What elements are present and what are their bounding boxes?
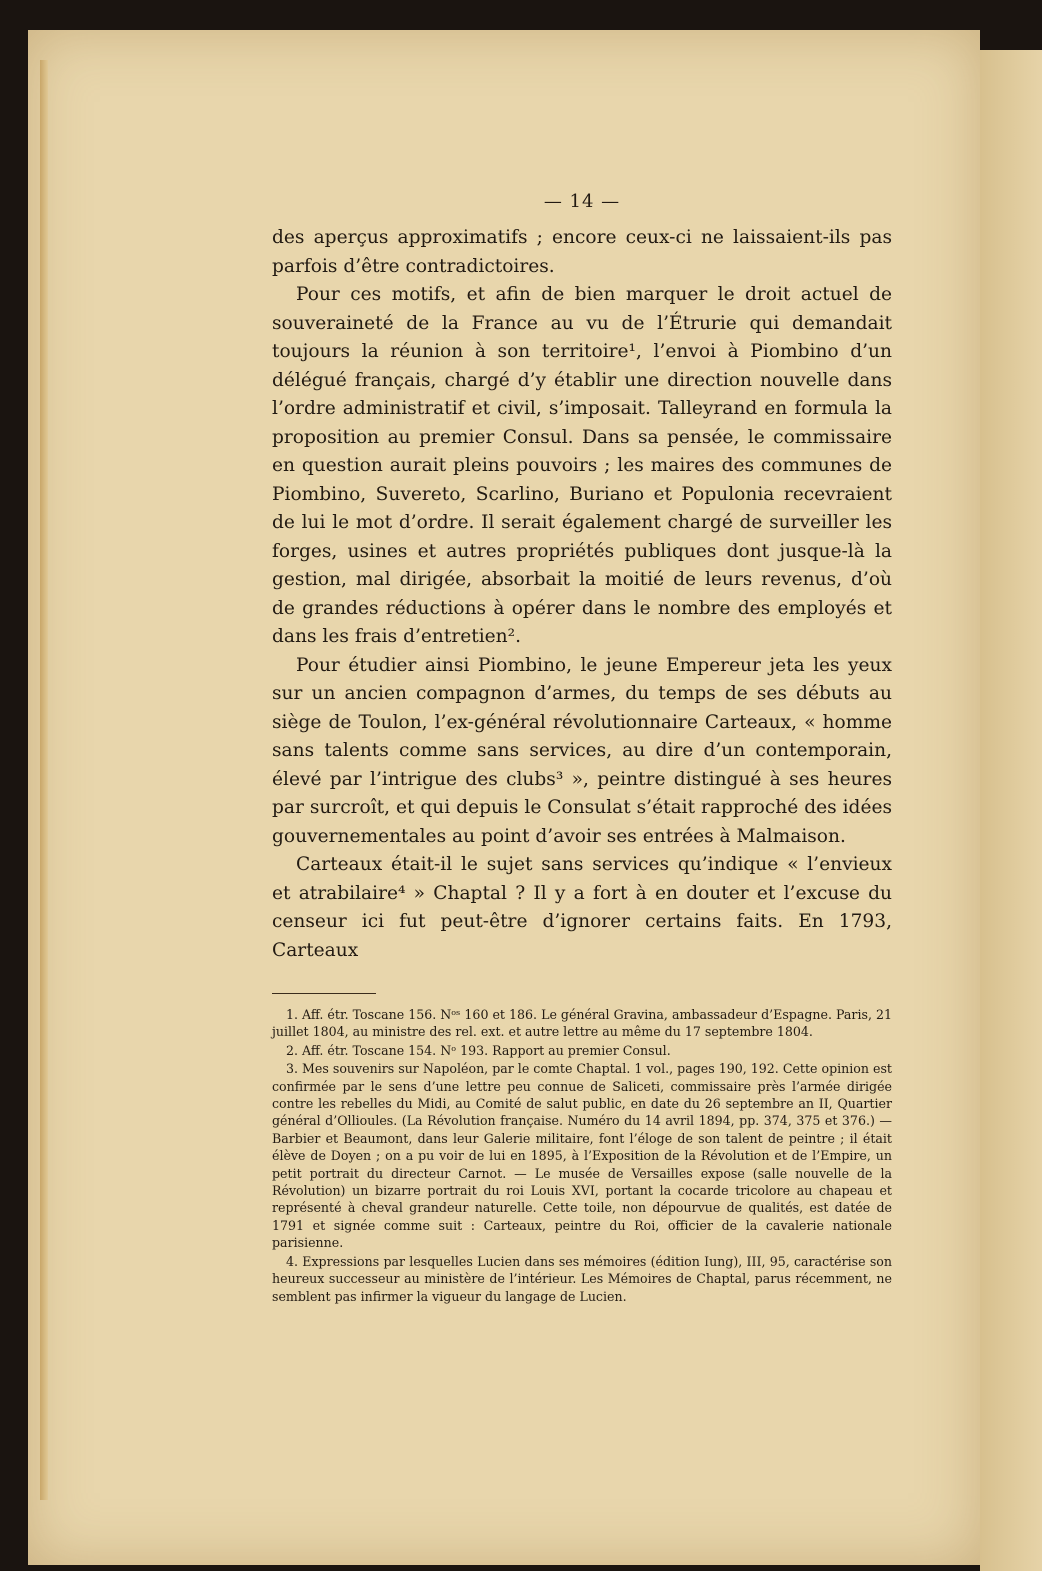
footnote: 1. Aff. étr. Toscane 156. Nᵒˢ 160 et 186. Le général Gravina, ambassadeur d’Espagne. Paris, 21 juillet 1804, au ministre des rel. ext. et autre lettre au même du 17 septembre 1804. [272,1007,892,1040]
footnotes [272,1006,892,1305]
paragraph: des aperçus approximatifs ; encore ceux-ci ne laissaient-ils pas parfois d’être contradictoires. [272,227,892,277]
paragraph: Carteaux était-il le sujet sans services qu’indique « l’envieux et atrabilaire⁴ » Chaptal ? Il y a fort à en douter et l’excuse du censeur ici fut peut-être d’ignorer certains faits. En 1793, Carteaux [272,854,892,961]
paragraph: Pour étudier ainsi Piombino, le jeune Empereur jeta les yeux sur un ancien compagnon d’armes, du temps de ses débuts au siège de Toulon, l’ex-général révolutionnaire Carteaux, « homme sans talents comme sans services, au dire d’un contemporain, élevé par l’intrigue des clubs³ », peintre distingué à ses heures par surcroît, et qui depuis le Consulat s’était rapproché des idées gouvernementales au point d’avoir ses entrées à Malmaison. [272,654,892,847]
footnote-divider [272,993,376,994]
paragraph: Pour ces motifs, et afin de bien marquer le droit actuel de souveraineté de la France au vu de l’Étrurie qui demandait toujours la réunion à son territoire¹, l’envoi à Piombino d’un délégué français, chargé d’y établir une direction nouvelle dans l’ordre administratif et civil, s’imposait. Talleyrand en formula la proposition au premier Consul. Dans sa pensée, le commissaire en question aurait pleins pouvoirs ; les maires des communes de Piombino, Suvereto, Scarlino, Buriano et Populonia recevraient de lui le mot d’ordre. Il serait également chargé de surveiller les forges, usines et autres propriétés publiques dont jusque-là la gestion, mal dirigée, absorbait la moitié de leurs revenus, d’où de grandes réductions à opérer dans le nombre des employés et dans les frais d’entretien². [272,284,892,647]
footnote: 2. Aff. étr. Toscane 154. Nᵒ 193. Rapport au premier Consul. [286,1042,671,1058]
page-stack-edge [40,60,48,1500]
footnote: 4. Expressions par lesquelles Lucien dans ses mémoires (édition Iung), III, 95, caractérise son heureux successeur au ministère de l’intérieur. Les Mémoires de Chaptal, parus récemment, ne semblent pas infirmer la vigueur du langage de Lucien. [272,1253,892,1304]
body-text [272,224,892,965]
page-number: — 14 — [543,191,621,212]
page-content [272,180,892,1306]
footnote: 3. Mes souvenirs sur Napoléon, par le comte Chaptal. 1 vol., pages 190, 192. Cette opinion est confirmée par le sens d’une lettre peu connue de Saliceti, commissaire près l’armée dirigée contre les rebelles du Midi, au Comité de salut public, en date du 26 septembre an II, Quartier général d’Ollioules. (La Révolution française. Numéro du 14 avril 1894, pp. 374, 375 et 376.) — Barbier et Beaumont, dans leur Galerie militaire, font l’éloge de son talent de peintre ; il était élève de Doyen ; on a pu voir de lui en 1895, à l’Exposition de la Révolution et de l’Empire, un petit portrait du directeur Carnot. — Le musée de Versailles expose (salle nouvelle de la Révolution) un bizarre portrait du roi Louis XVI, portant la cocarde tricolore au chapeau et représenté à cheval grandeur naturelle. Cette toile, non dépourvue de qualités, est datée de 1791 et signée comme suit : Carteaux, peintre du Roi, officier de la cavalerie nationale parisienne. [272,1061,892,1251]
facing-page-edge [980,50,1042,1571]
